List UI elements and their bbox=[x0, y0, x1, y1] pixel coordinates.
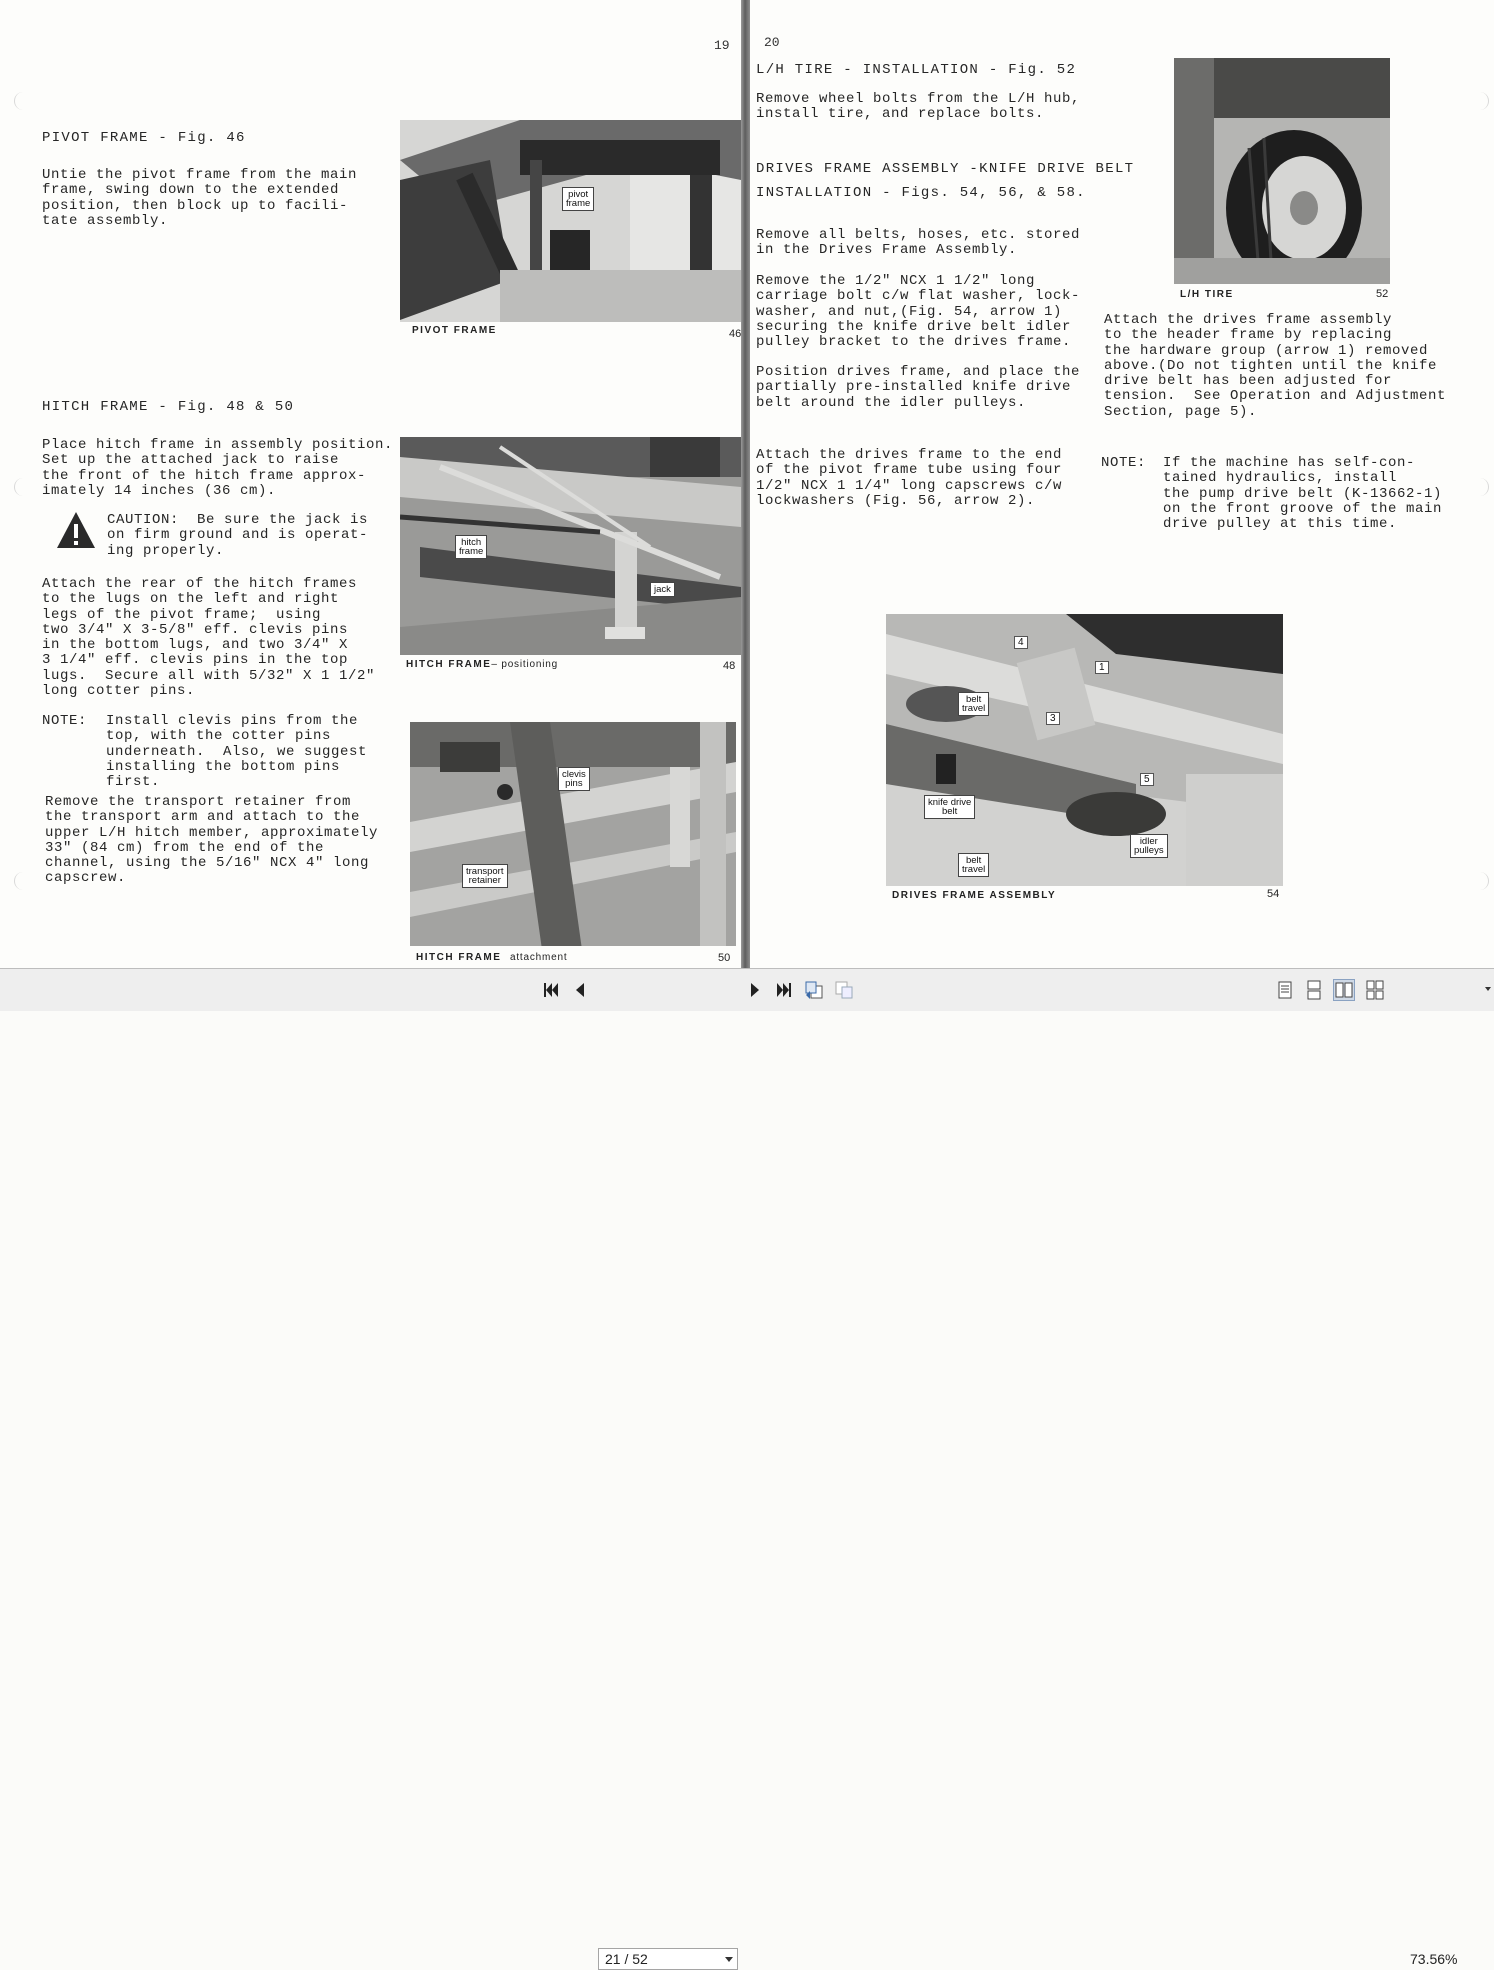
figure-52-caption: L/H TIRE bbox=[1180, 289, 1234, 300]
margin-mark bbox=[14, 92, 29, 110]
margin-mark bbox=[14, 872, 29, 890]
continuous-facing-view-button[interactable] bbox=[1364, 979, 1386, 1001]
continuous-icon bbox=[1305, 980, 1323, 1000]
forward-view-icon bbox=[834, 980, 854, 1000]
figure-54-caption: DRIVES FRAME ASSEMBLY bbox=[892, 890, 1057, 901]
continuous-facing-icon bbox=[1365, 980, 1385, 1000]
drives-text-1: Remove all belts, hoses, etc. stored in the Drives Frame Assembly. bbox=[756, 227, 1081, 259]
figure-54-photo bbox=[886, 614, 1283, 886]
continuous-view-button[interactable] bbox=[1303, 979, 1325, 1001]
figure-48-caption: HITCH FRAME– positioning bbox=[406, 659, 558, 670]
page-gutter bbox=[741, 0, 750, 968]
drives-note-label: NOTE: bbox=[1101, 455, 1147, 471]
callout-belt-travel-bottom: belt travel bbox=[958, 853, 989, 877]
first-page-icon bbox=[542, 981, 560, 999]
figure-46-photo bbox=[400, 120, 741, 322]
single-page-view-button[interactable] bbox=[1274, 979, 1296, 1001]
caution-text: CAUTION: Be sure the jack is on firm ground and is operat- ing properly. bbox=[107, 512, 369, 559]
previous-page-button[interactable] bbox=[569, 979, 591, 1001]
zoom-dropdown-icon[interactable] bbox=[1485, 987, 1491, 991]
chevron-down-icon bbox=[725, 1957, 733, 1962]
left-document-page bbox=[0, 0, 741, 968]
figure-48-photo bbox=[400, 437, 741, 655]
note-label: NOTE: bbox=[42, 713, 88, 729]
callout-clevis-pins: clevis pins bbox=[558, 767, 590, 791]
figure-52-number: 52 bbox=[1376, 288, 1389, 300]
first-page-button[interactable] bbox=[540, 979, 562, 1001]
facing-view-button[interactable] bbox=[1333, 979, 1355, 1001]
margin-mark bbox=[1474, 92, 1489, 110]
figure-48-number: 48 bbox=[723, 660, 736, 672]
single-page-icon bbox=[1276, 980, 1294, 1000]
callout-pivot-frame: pivot frame bbox=[562, 187, 594, 211]
figure-52-photo bbox=[1174, 58, 1390, 284]
back-view-icon bbox=[804, 980, 824, 1000]
hitch-frame-text-1: Place hitch frame in assembly position. Set up the attached jack to raise the front of the hitch frame approx- imately 14 inches (36 cm). bbox=[42, 437, 394, 499]
right-document-page bbox=[750, 0, 1494, 968]
lh-tire-text: Remove wheel bolts from the L/H hub, install tire, and replace bolts. bbox=[756, 91, 1081, 123]
figure-50-caption: HITCH FRAME attachment bbox=[416, 952, 568, 963]
page-number: 20 bbox=[764, 35, 780, 50]
page-number-dropdown[interactable] bbox=[598, 1948, 738, 1970]
drives-note-text: If the machine has self-con- tained hydraulics, install the pump drive belt (K-13662-1) on the front groove of the main drive pulley at this time. bbox=[1163, 455, 1443, 533]
note-text: Install clevis pins from the top, with the cotter pins underneath. Also, we suggest installing the bottom pins first. bbox=[106, 713, 368, 791]
zoom-level[interactable]: 73.56% bbox=[1410, 1951, 1458, 1967]
arrow-badge-4: 4 bbox=[1014, 636, 1028, 649]
arrow-badge-5: 5 bbox=[1140, 773, 1154, 786]
arrow-badge-3: 3 bbox=[1046, 712, 1060, 725]
section-heading-lh-tire: L/H TIRE - INSTALLATION - Fig. 52 bbox=[756, 62, 1077, 78]
page-number: 19 bbox=[714, 38, 730, 53]
drives-text-5: Attach the drives frame assembly to the header frame by replacing the hardware group (arrow 1) removed above.(Do not tighten until the knife drive belt has been adjusted for tension. See Operation and Adjustment Section, page 5). bbox=[1104, 312, 1447, 420]
drives-text-3: Position drives frame, and place the partially pre-installed knife drive belt around the idler pulleys. bbox=[756, 364, 1081, 411]
next-page-icon bbox=[746, 981, 764, 999]
callout-idler-pulleys: idler pulleys bbox=[1130, 834, 1168, 858]
last-page-icon bbox=[775, 981, 793, 999]
drives-text-4: Attach the drives frame to the end of the pivot frame tube using four 1/2" NCX 1 1/4" long capscrews c/w lockwashers (Fig. 56, arrow 2). bbox=[756, 447, 1063, 509]
callout-knife-drive-belt: knife drive belt bbox=[924, 795, 975, 819]
figure-54-number: 54 bbox=[1267, 888, 1280, 900]
prev-page-icon bbox=[571, 981, 589, 999]
figure-46-caption: PIVOT FRAME bbox=[412, 325, 497, 336]
arrow-badge-1: 1 bbox=[1095, 661, 1109, 674]
callout-belt-travel-top: belt travel bbox=[958, 692, 989, 716]
previous-view-button[interactable] bbox=[803, 979, 825, 1001]
pivot-frame-text: Untie the pivot frame from the main frame, swing down to the extended position, then block up to facili- tate assembly. bbox=[42, 167, 358, 229]
facing-icon bbox=[1335, 981, 1353, 999]
callout-jack: jack bbox=[650, 582, 675, 597]
section-heading-drives-frame-2: INSTALLATION - Figs. 54, 56, & 58. bbox=[756, 185, 1086, 201]
page-indicator: 21 / 52 bbox=[605, 1951, 648, 1967]
section-heading-pivot-frame: PIVOT FRAME - Fig. 46 bbox=[42, 130, 246, 146]
margin-mark bbox=[1474, 872, 1489, 890]
callout-transport-retainer: transport retainer bbox=[462, 864, 508, 888]
margin-mark bbox=[1474, 478, 1489, 496]
callout-hitch-frame: hitch frame bbox=[455, 535, 487, 559]
drives-text-2: Remove the 1/2" NCX 1 1/2" long carriage bolt c/w flat washer, lock- washer, and nut,(Fig. 54, arrow 1) securing the knife drive belt idler pulley bracket to the drives frame. bbox=[756, 273, 1081, 351]
hitch-frame-text-2: Attach the rear of the hitch frames to the lugs on the left and right legs of the pivot frame; using two 3/4" X 3-5/8" eff. clevis pins in the bottom lugs, and two 3/4" X 3 1/4" eff. clevis pins in the top lugs. Secure all with 5/32" X 1 1/2" long cotter pins. bbox=[42, 576, 376, 700]
warning-triangle-icon bbox=[55, 510, 97, 550]
viewer-toolbar bbox=[0, 968, 1494, 1967]
figure-50-number: 50 bbox=[718, 952, 731, 964]
last-page-button[interactable] bbox=[773, 979, 795, 1001]
section-heading-hitch-frame: HITCH FRAME - Fig. 48 & 50 bbox=[42, 399, 295, 415]
hitch-frame-text-3: Remove the transport retainer from the transport arm and attach to the upper L/H hitch member, approximately 33" (84 cm) from the end of the channel, using the 5/16" NCX 4" long capscrew. bbox=[45, 794, 379, 887]
margin-mark bbox=[14, 478, 29, 496]
figure-46-number: 46 bbox=[729, 328, 741, 340]
next-page-button[interactable] bbox=[744, 979, 766, 1001]
section-heading-drives-frame: DRIVES FRAME ASSEMBLY -KNIFE DRIVE BELT bbox=[756, 161, 1135, 177]
figure-50-photo bbox=[410, 722, 736, 946]
next-view-button[interactable] bbox=[833, 979, 855, 1001]
